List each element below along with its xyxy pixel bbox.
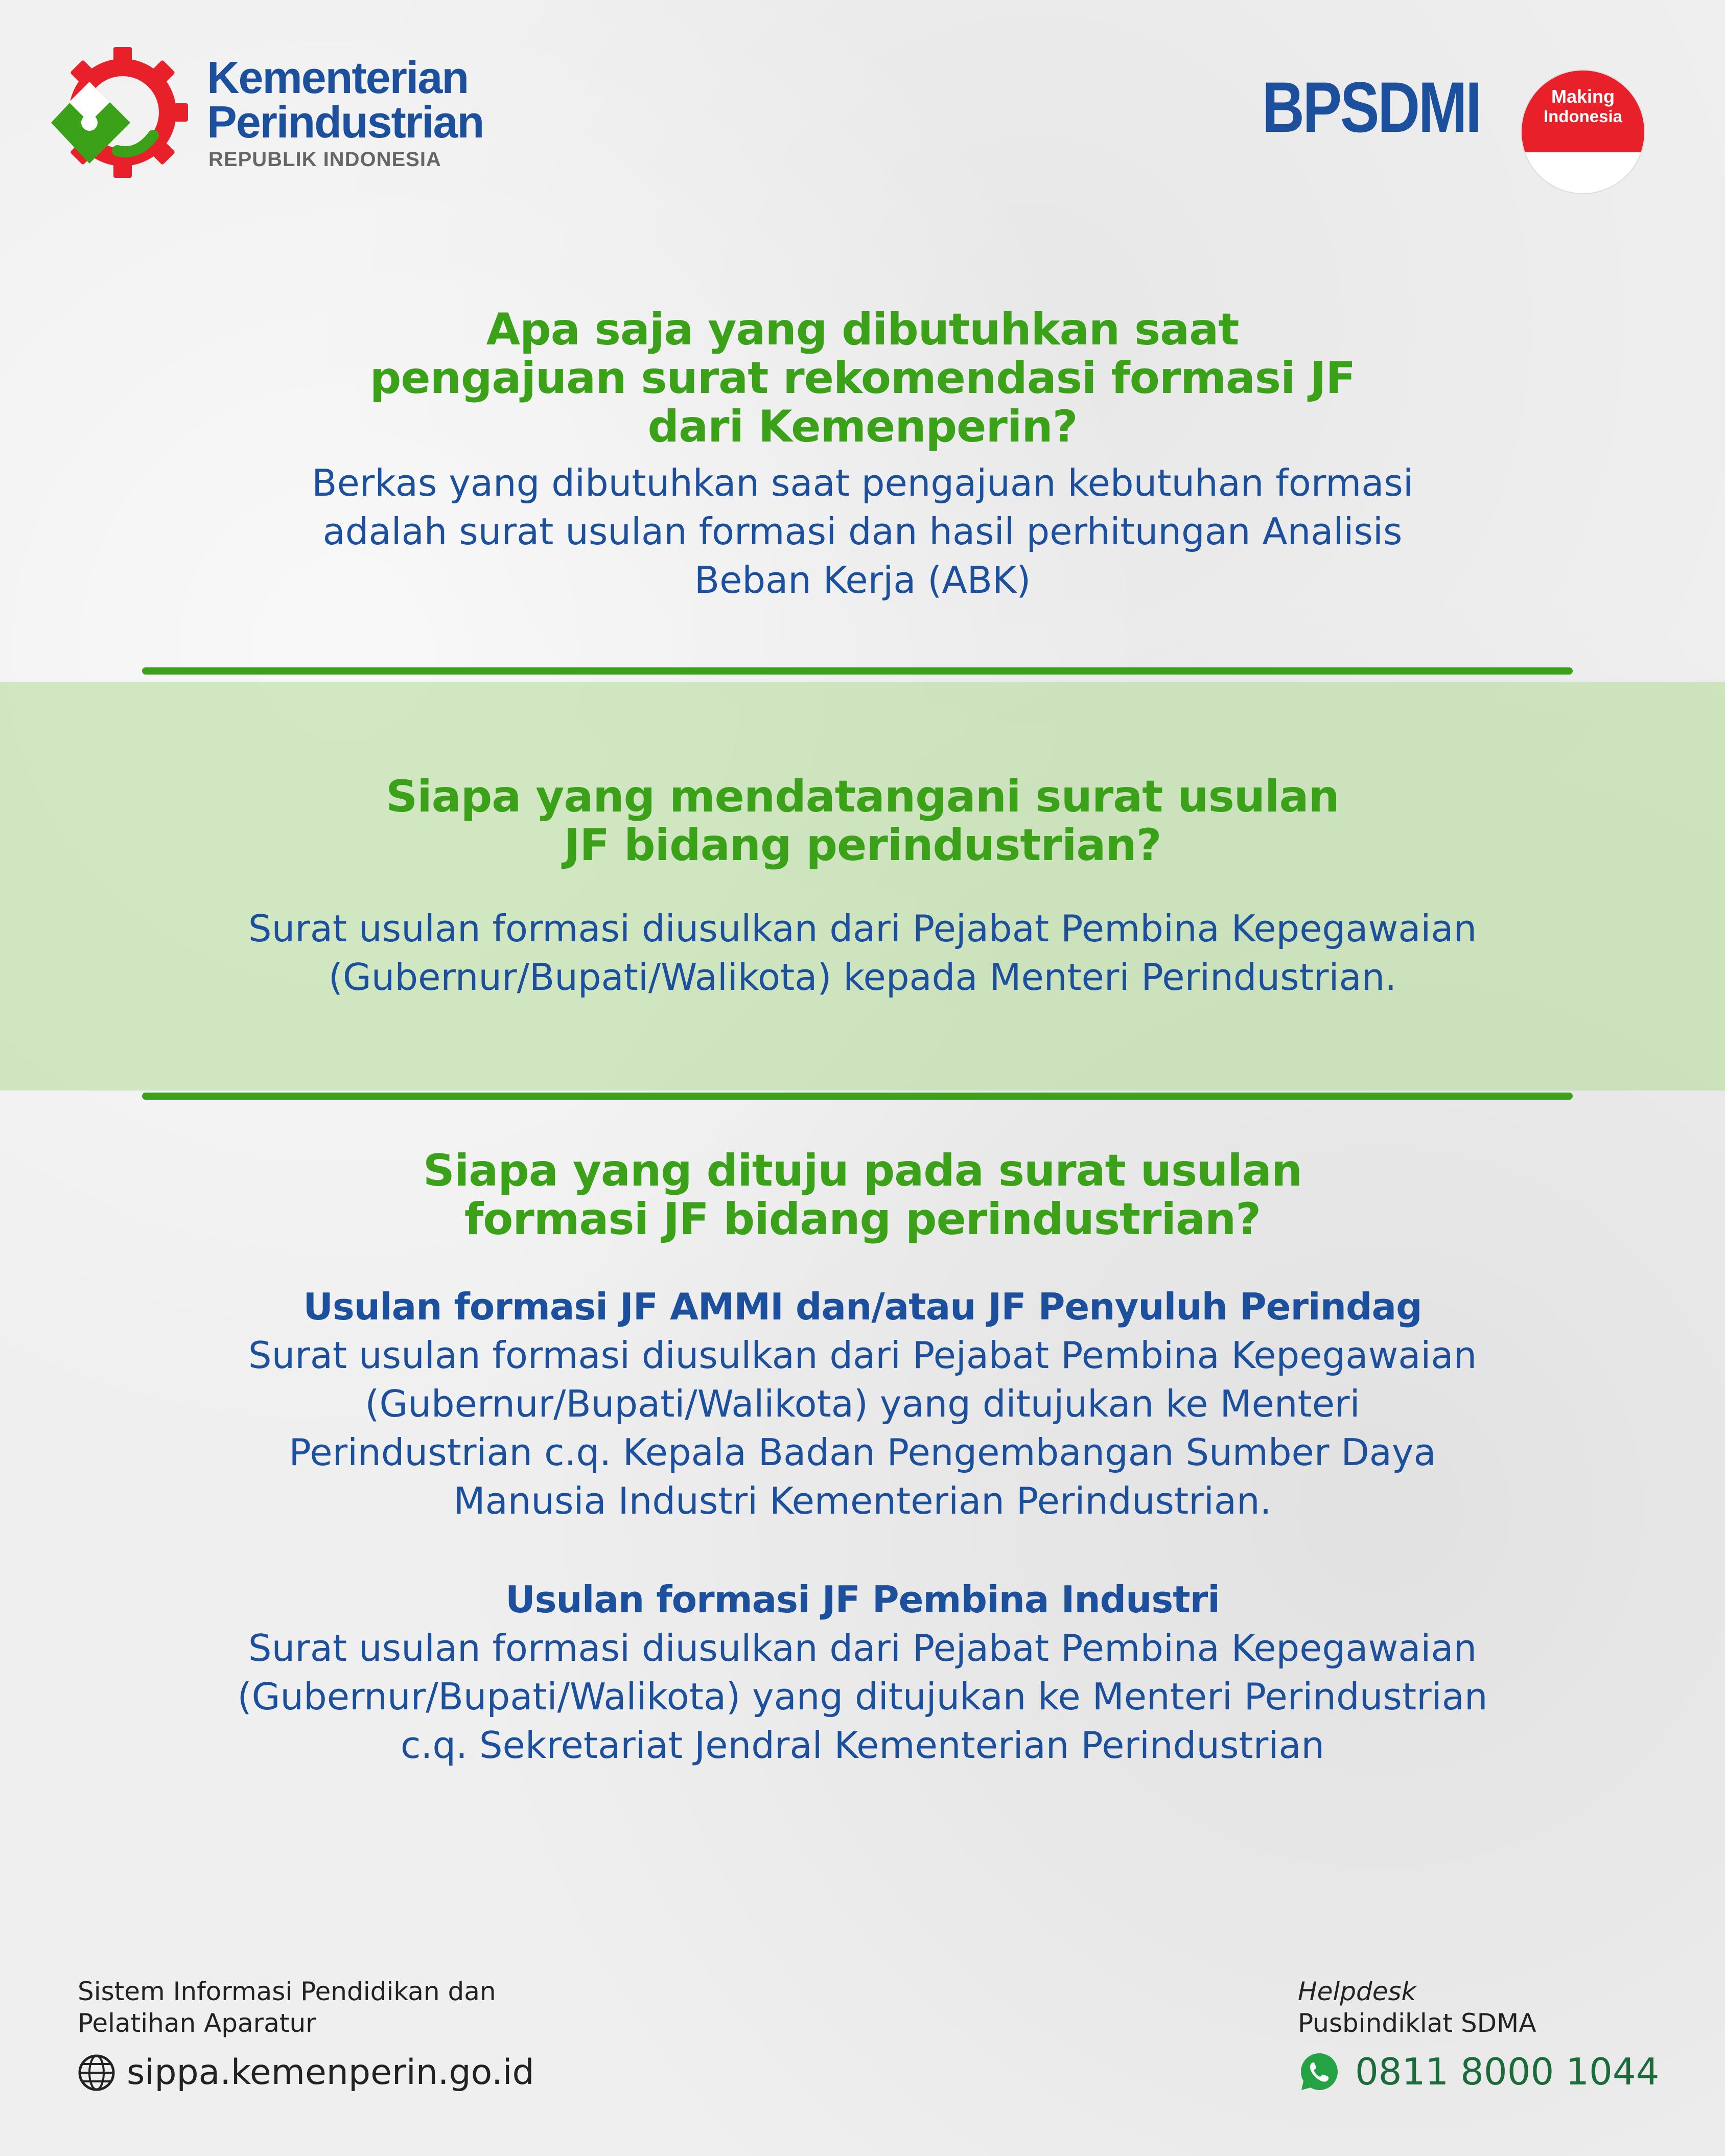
body-line: (Gubernur/Bupati/Walikota) yang ditujukan ke Menteri Perindustrian <box>237 1675 1488 1718</box>
subsection2-body <box>102 1624 1623 1770</box>
body-line: (Gubernur/Bupati/Walikota) yang ditujukan ke Menteri <box>365 1382 1360 1425</box>
question-line: formasi JF bidang perindustrian? <box>464 1194 1261 1245</box>
section1-question <box>102 306 1623 451</box>
question-line: pengajuan surat rekomendasi formasi JF <box>369 353 1356 404</box>
question-line: Siapa yang mendatangani surat usulan <box>386 771 1339 822</box>
body-line: Perindustrian c.q. Kepala Badan Pengembangan Sumber Daya <box>289 1431 1436 1474</box>
footer-phone-link[interactable] <box>1298 2050 1659 2093</box>
helpdesk-title: Helpdesk <box>1298 1977 1416 2006</box>
section2-question <box>102 773 1623 870</box>
section3-question <box>102 1147 1623 1244</box>
logo-title-line1: Kementerian <box>207 52 469 103</box>
question-line: Apa saja yang dibutuhkan saat <box>486 304 1239 355</box>
answer-line: adalah surat usulan formasi dan hasil perhitungan Analisis <box>322 510 1403 553</box>
divider-bottom <box>142 1093 1573 1100</box>
body-line: c.q. Sekretariat Jendral Kementerian Perindustrian <box>400 1724 1325 1767</box>
answer-line: Berkas yang dibutuhkan saat pengajuan kebutuhan formasi <box>312 461 1413 504</box>
subsection1-title: Usulan formasi JF AMMI dan/atau JF Penyuluh Perindag <box>303 1285 1422 1328</box>
footer-url-text[interactable]: sippa.kemenperin.go.id <box>127 2052 534 2093</box>
answer-line: Beban Kerja (ABK) <box>694 559 1031 601</box>
section1-answer <box>102 459 1623 605</box>
kemenperin-logo <box>41 46 501 179</box>
footer-url-link[interactable] <box>78 2052 534 2093</box>
making-line2: Indonesia <box>1543 107 1623 126</box>
globe-icon <box>78 2054 115 2092</box>
footer-helpdesk-label <box>1298 1976 1536 2039</box>
question-line: dari Kemenperin? <box>647 401 1078 452</box>
bpsdmi-logo: BPSDMI <box>1262 67 1480 147</box>
helpdesk-org: Pusbindiklat SDMA <box>1298 2008 1536 2038</box>
making-line3: 4.0 <box>1571 129 1595 149</box>
logo-subtitle: REPUBLIK INDONESIA <box>208 148 441 171</box>
highlight-band <box>0 682 1725 1091</box>
body-line: Surat usulan formasi diusulkan dari Pejabat Pembina Kepegawaian <box>248 1334 1477 1377</box>
footer-sippa-label <box>78 1976 496 2039</box>
subsection2-title: Usulan formasi JF Pembina Industri <box>505 1578 1220 1621</box>
section2-answer <box>102 905 1623 1002</box>
footer-left-line2: Pelatihan Aparatur <box>78 2008 316 2038</box>
answer-line: (Gubernur/Bupati/Walikota) kepada Menteri Perindustrian. <box>328 956 1397 999</box>
footer-left-line1: Sistem Informasi Pendidikan dan <box>78 1977 496 2006</box>
footer-phone-text[interactable]: 0811 8000 1044 <box>1355 2050 1660 2093</box>
answer-line: Surat usulan formasi diusulkan dari Pejabat Pembina Kepegawaian <box>248 907 1477 950</box>
question-line: Siapa yang dituju pada surat usulan <box>423 1145 1302 1196</box>
subsection1-body <box>102 1331 1623 1525</box>
divider-top <box>142 667 1573 675</box>
making-indonesia-badge <box>1522 71 1644 193</box>
kemenperin-gear-icon <box>41 46 194 179</box>
body-line: Manusia Industri Kementerian Perindustrian. <box>453 1479 1272 1522</box>
logo-title-line2: Perindustrian <box>207 97 484 147</box>
question-line: JF bidang perindustrian? <box>564 820 1161 871</box>
body-line: Surat usulan formasi diusulkan dari Pejabat Pembina Kepegawaian <box>248 1627 1477 1670</box>
whatsapp-icon <box>1298 2050 1341 2093</box>
making-line1: Making <box>1551 86 1615 107</box>
